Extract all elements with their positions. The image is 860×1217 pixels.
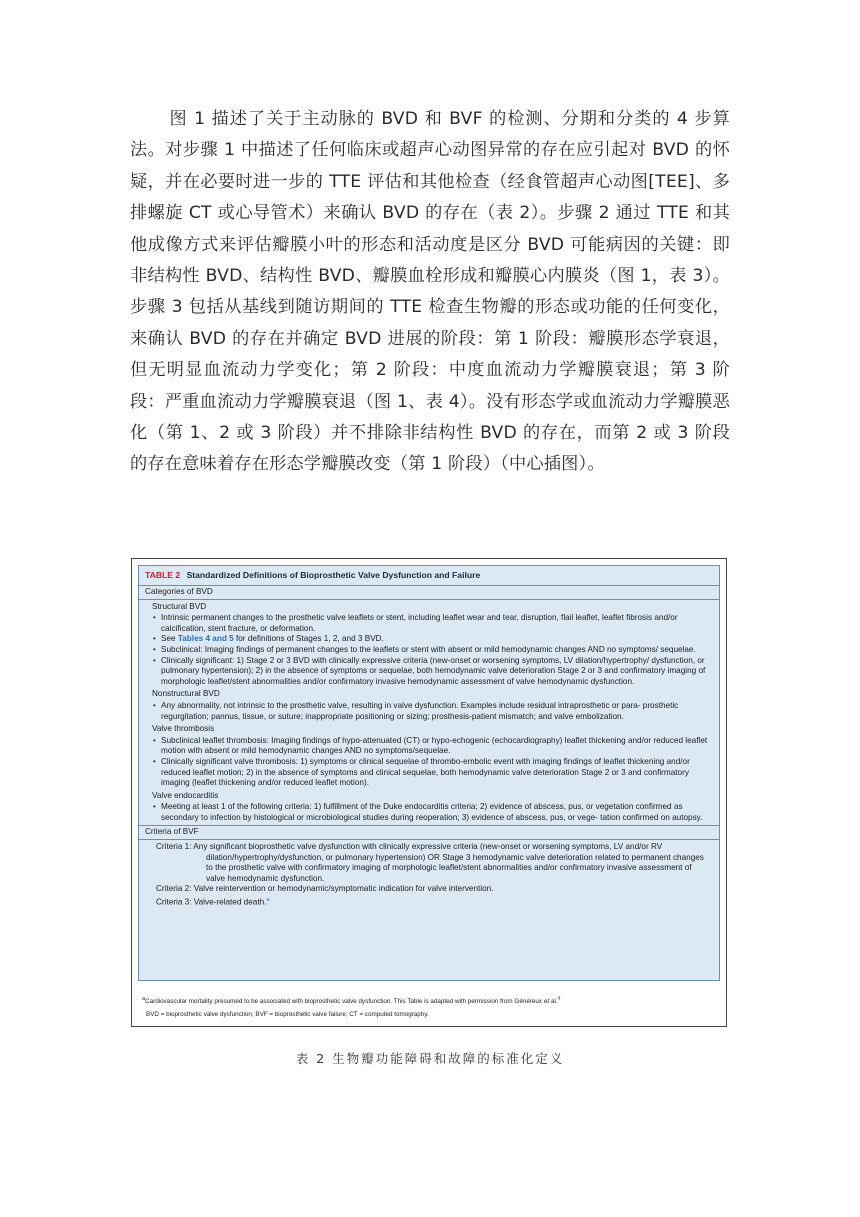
footnote-marker: a — [266, 897, 270, 904]
bvf-criteria — [139, 840, 719, 908]
reference-marker[interactable]: 4 — [557, 996, 561, 1002]
tables-link[interactable]: Tables 4 and 5 — [177, 634, 234, 644]
nonstructural-bvd-list — [139, 701, 719, 722]
table-panel — [138, 565, 720, 981]
structural-bvd-list — [139, 613, 719, 687]
list-item: • Any abnormality, not intrinsic to the prosthetic valve, resulting in valve dysfunction. Examples include residual intraprosthetic or para- prosthetic regurgitation; pannus, tissue, or suture; inappropriate positioning or sizing; prosthesis-patient mismatch; and valve embolization. — [154, 701, 711, 722]
footnote-1-text: Cardiovascular mortality presumed to be associated with bioprosthetic valve dysfunction. This Table is adapted with permission from Généreux et al. — [145, 998, 558, 1006]
list-item: • Clinically significant: 1) Stage 2 or 3 BVD with clinically expressive criteria (new-onset or worsening symptoms, LV dilation/hypertrophy/ dysfunction, or pulmonary hypertension); 2) in the absence of symptoms or sequelae, both hemodynamic valve deterioration Stage 2 or 3 and confirmatory imaging of morphologic leaflet/stent abnormalities and/or confirmatory invasive hemodynamic assessment of valve hemodynamic dysfunction. — [154, 656, 711, 688]
footnote-1 — [142, 993, 718, 1009]
nonstructural-bvd-heading: Nonstructural BVD — [152, 689, 220, 699]
list-item: • Intrinsic permanent changes to the prosthetic valve leaflets or stent, including leaflet wear and tear, disruption, flail leaflet, leaflet fibrosis and/or calcification, stent fracture, or deformation. — [154, 613, 711, 634]
body-paragraph: 图 1 描述了关于主动脉的 BVD 和 BVF 的检测、分期和分类的 4 步算法。对步骤 1 中描述了任何临床或超声心动图异常的存在应引起对 BVD 的怀疑，并在必要时进一步的 TTE 评估和其他检查（经食管超声心动图[TEE]、多排螺旋 CT 或心导管术）来确认 BVD 的存在（表 2）。步骤 2 通过 TTE 和其他成像方式来评估瓣膜小叶的形态和活动度是区分 BVD 可能病因的关键：即非结构性 BVD、结构性 BVD、瓣膜血栓形成和瓣膜心内膜炎（图 1，表 3）。步骤 3 包括从基线到随访期间的 TTE 检查生物瓣的形态或功能的任何变化，来确认 BVD 的存在并确定 BVD 进展的阶段：第 1 阶段：瓣膜形态学衰退，但无明显血流动力学变化；第 2 阶段：中度血流动力学瓣膜衰退；第 3 阶段：严重血流动力学瓣膜衰退（图 1、表 4）。没有形态学或血流动力学瓣膜恶化（第 1、2 或 3 阶段）并不排除非结构性 BVD 的存在，而第 2 或 3 阶段的存在意味着存在形态学瓣膜改变（第 1 阶段）（中心插图）。 — [130, 109, 730, 475]
valve-thrombosis-list — [139, 736, 719, 789]
footnote-marker: a — [142, 996, 146, 1002]
valve-endocarditis-heading: Valve endocarditis — [152, 790, 219, 800]
criteria-3 — [156, 895, 711, 908]
table-figure — [131, 558, 727, 1027]
table-header — [139, 566, 719, 586]
category-bvf-heading: Criteria of BVF — [139, 825, 719, 840]
criteria-3-text: Criteria 3: Valve-related death. — [156, 897, 267, 907]
list-item: • Clinically significant valve thrombosis: 1) symptoms or clinical sequelae of thrombo-embolic event with imaging findings of leaflet thickening and/or reduced leaflet motion; 2) in the absence of symptoms and clinical sequelae, both hemodynamic valve deterioration Stage 2 or 3 and confirmatory imaging (leaflet thickening and/or reduced leaflet motion). — [154, 757, 711, 789]
list-item: • Meeting at least 1 of the following criteria: 1) fulfillment of the Duke endocarditis criteria; 2) evidence of abscess, pus, or vegetation confirmed as secondary to infection by histological or microbiological studies during reoperation; 3) evidence of abscess, pus, or vege- tation confirmed on autopsy. — [154, 802, 711, 823]
list-item-text: See — [161, 634, 178, 644]
table-title: Standardized Definitions of Bioprosthetic Valve Dysfunction and Failure — [186, 570, 481, 580]
table-caption: 表 2 生物瓣功能障碍和故障的标准化定义 — [295, 1051, 565, 1066]
list-item — [154, 634, 711, 645]
table-number: TABLE 2 — [145, 570, 181, 580]
criteria-1: Criteria 1: Any significant bioprosthetic valve dysfunction with clinically expressive criteria (new-onset or worsening symptoms, LV and/or RV dilation/hypertrophy/dysfunction, or pulmonary hypertension) OR Stage 3 hemodynamic valve deterioration related to permanent changes to the prosthetic valve with confirmatory imaging of morphologic leaflet/stent abnormalities and/or confirmatory invasive assessment of valve hemodynamic dysfunction. — [156, 842, 704, 883]
list-item: • Subclinical leaflet thrombosis: Imaging findings of hypo-attenuated (CT) or hypo-echogenic (echocardiography) leaflet thickening and/or reduced leaflet motion with absent or mild hemodynamic changes AND no symptoms/sequelae. — [154, 736, 711, 757]
category-bvd-heading: Categories of BVD — [139, 586, 719, 600]
footnote-2: BVD = bioprosthetic valve dysfunction; BVF = bioprosthetic valve failure; CT = computed tomography. — [146, 1010, 429, 1018]
list-item-text: for definitions of Stages 1, 2, and 3 BVD. — [233, 634, 384, 644]
table-footnotes — [142, 993, 718, 1021]
structural-bvd-heading: Structural BVD — [152, 601, 207, 611]
list-item: • Subclinical: Imaging findings of permanent changes to the leaflets or stent with absent or mild hemodynamic changes AND no symptoms/ sequelae. — [154, 645, 711, 656]
criteria-2: Criteria 2: Valve reintervention or hemodynamic/symptomatic indication for valve intervention. — [156, 884, 494, 894]
valve-endocarditis-list — [139, 802, 719, 825]
valve-thrombosis-heading: Valve thrombosis — [152, 724, 215, 734]
